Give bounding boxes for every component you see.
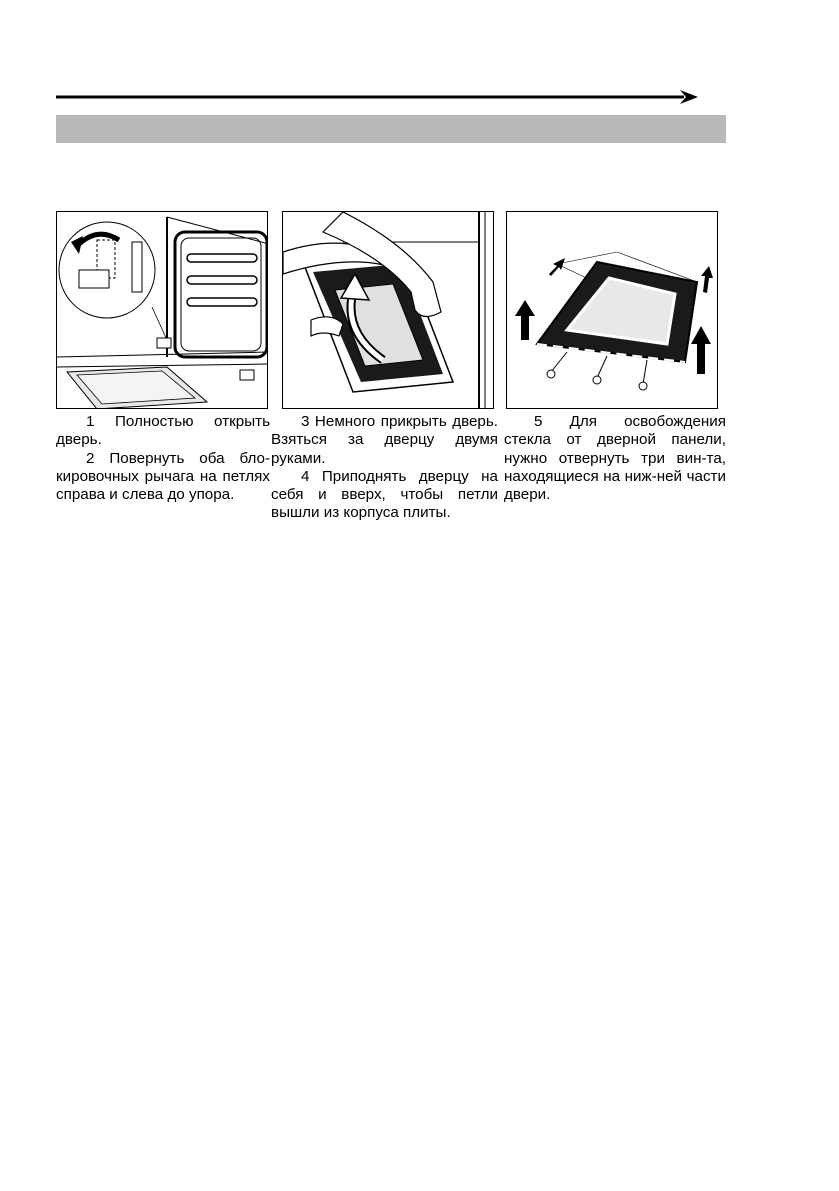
- section-header-bar: [56, 115, 726, 143]
- instructions-column-3: [504, 413, 726, 504]
- illustration-open-door: [56, 211, 268, 409]
- instructions-column-1: [56, 413, 270, 504]
- step-4-text: 4 Приподнять дверцу на себя и вверх, чтобы петли вышли из корпуса плиты.: [271, 467, 498, 522]
- illustration-door-screws: [506, 211, 718, 409]
- header-arrow-rule: [56, 88, 700, 106]
- instructions-column-2: [271, 413, 498, 523]
- step-1-text: 1 Полностью открыть дверь.: [56, 413, 270, 449]
- illustration-lift-door: [282, 211, 494, 409]
- step-3-text: 3 Немного прикрыть дверь. Взяться за дверцу двумя руками.: [271, 413, 498, 467]
- step-5-text: 5 Для освобождения стекла от дверной панели, нужно отвернуть три вин-та, находящиеся на ниж-ней части двери.: [504, 413, 726, 504]
- step-2-text: 2 Повернуть оба бло-кировочных рычага на петлях справа и слева до упора.: [56, 449, 270, 504]
